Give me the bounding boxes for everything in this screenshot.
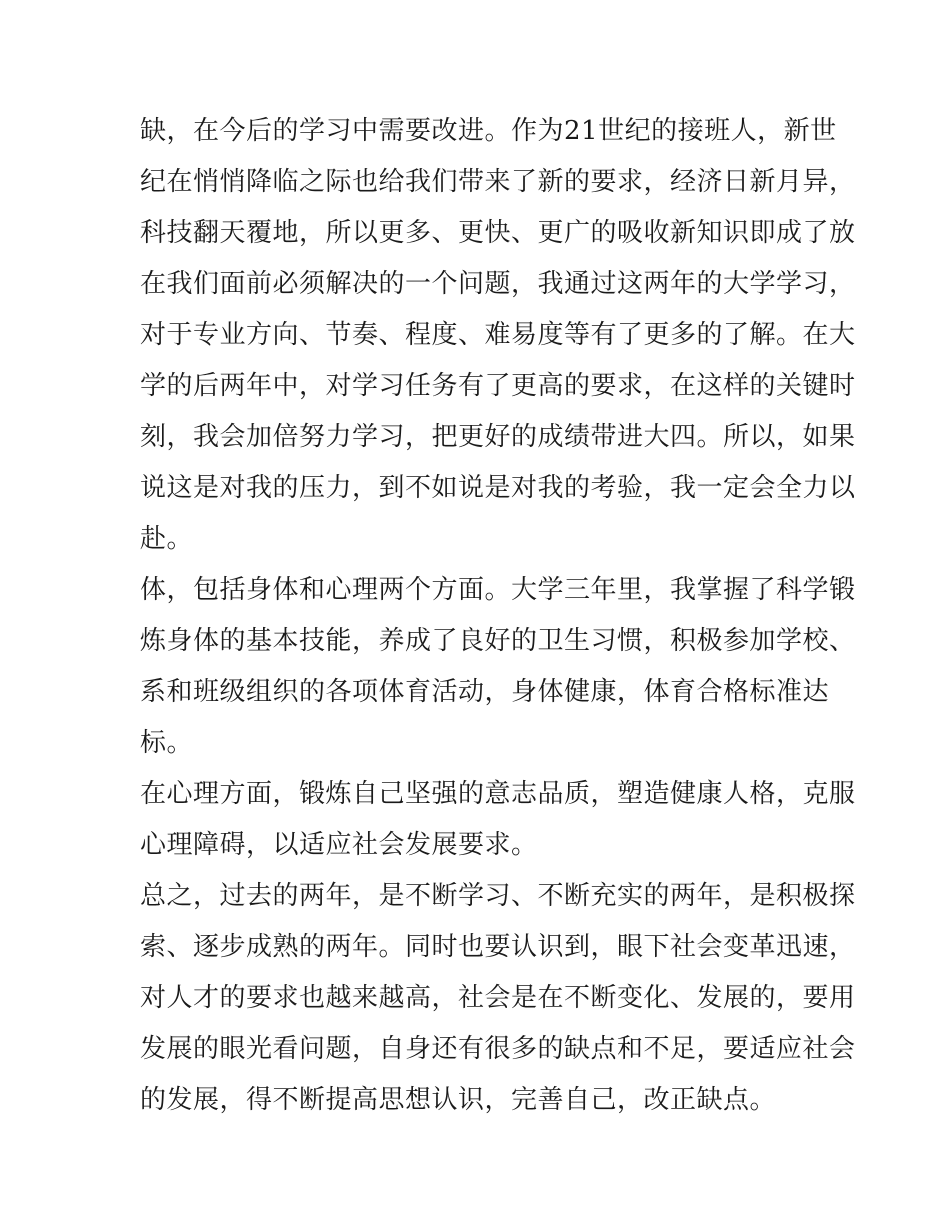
text-line: 缺，在今后的学习中需要改进。作为21世纪的接班人，新世 xyxy=(140,116,837,146)
text-line: 对于专业方向、节奏、程度、难易度等有了更多的了解。在大 xyxy=(140,320,856,350)
text-line: 赴。 xyxy=(140,524,194,554)
text-line: 对人才的要求也越来越高，社会是在不断变化、发展的，要用 xyxy=(140,983,856,1013)
text-line: 纪在悄悄降临之际也给我们带来了新的要求，经济日新月异， xyxy=(140,167,856,197)
document-body xyxy=(140,106,856,1126)
text-line: 心理障碍，以适应社会发展要求。 xyxy=(140,830,538,860)
text-line: 体，包括身体和心理两个方面。大学三年里，我掌握了科学锻 xyxy=(140,575,856,605)
text-line: 的发展，得不断提高思想认识，完善自己，改正缺点。 xyxy=(140,1085,777,1115)
text-line: 炼身体的基本技能，养成了良好的卫生习惯，积极参加学校、 xyxy=(140,626,856,656)
text-line: 在我们面前必须解决的一个问题，我通过这两年的大学学习， xyxy=(140,269,856,299)
text-line: 发展的眼光看问题，自身还有很多的缺点和不足，要适应社会 xyxy=(140,1034,856,1064)
text-line: 学的后两年中，对学习任务有了更高的要求，在这样的关键时 xyxy=(140,371,856,401)
text-line: 索、逐步成熟的两年。同时也要认识到，眼下社会变革迅速， xyxy=(140,932,856,962)
text-line: 总之，过去的两年，是不断学习、不断充实的两年，是积极探 xyxy=(140,881,856,911)
text-line: 科技翻天覆地，所以更多、更快、更广的吸收新知识即成了放 xyxy=(140,218,856,248)
text-line: 标。 xyxy=(140,728,194,758)
text-line: 说这是对我的压力，到不如说是对我的考验，我一定会全力以 xyxy=(140,473,856,503)
text-line: 系和班级组织的各项体育活动，身体健康，体育合格标准达 xyxy=(140,677,830,707)
text-line: 在心理方面，锻炼自己坚强的意志品质，塑造健康人格，克服 xyxy=(140,779,856,809)
text-line: 刻，我会加倍努力学习，把更好的成绩带进大四。所以，如果 xyxy=(140,422,856,452)
